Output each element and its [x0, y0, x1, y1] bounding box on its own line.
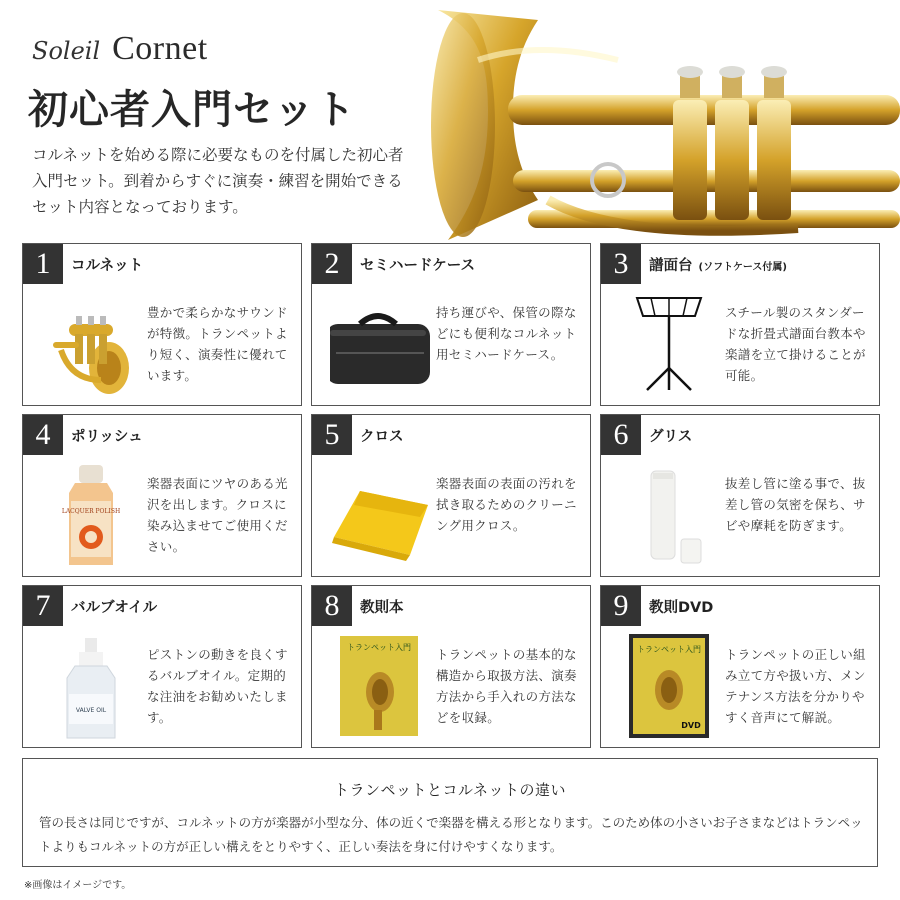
book-label: トランペット入門: [347, 643, 411, 652]
polish-bottle-icon: [41, 461, 141, 569]
cornet-hero-image: [418, 0, 900, 250]
item-number: 1: [23, 244, 63, 284]
item-title: セミハードケース: [360, 257, 475, 274]
brand-logo: [32, 30, 208, 70]
item-number: 6: [601, 415, 641, 455]
case-icon: [330, 290, 430, 398]
item-card-case: [311, 243, 591, 406]
polish-label: LACQUER POLISH: [61, 508, 121, 515]
item-number: 5: [312, 415, 352, 455]
item-description: 持ち運びや、保管の際などにも便利なコルネット用セミハードケース。: [436, 305, 577, 362]
item-number: 2: [312, 244, 352, 284]
brand-name: Cornet: [112, 30, 208, 67]
item-description: 楽器表面の表面の汚れを拭き取るためのクリーニング用クロス。: [436, 476, 577, 533]
item-number: 8: [312, 586, 352, 626]
item-card-grease: [600, 414, 880, 577]
item-description: トランペットの基本的な構造から取扱方法、演奏方法から手入れの方法などを収録。: [436, 647, 577, 725]
intro-text: コルネットを始める際に必要なものを付属した初心者入門セット。到着からすぐに演奏・練習を開始できるセット内容となっております。: [32, 146, 404, 216]
music-stand-icon: [619, 290, 719, 398]
item-card-book: [311, 585, 591, 748]
item-number: 3: [601, 244, 641, 284]
item-description: スチール製のスタンダードな折畳式譜面台教本や楽譜を立て掛けることが可能。: [725, 305, 866, 383]
item-description: 楽器表面にツヤのある光沢を出します。クロスに染み込ませてご使用ください。: [147, 476, 288, 554]
item-card-cloth: [311, 414, 591, 577]
item-title: バルブオイル: [71, 599, 158, 616]
item-card-dvd: [600, 585, 880, 748]
item-title: グリス: [649, 428, 693, 445]
book-icon: [330, 632, 430, 740]
item-card-valve-oil: [22, 585, 302, 748]
dvd-icon: [619, 632, 719, 740]
page-title: 初心者入門セット: [28, 87, 356, 133]
brand-script: Soleil: [32, 37, 101, 65]
item-number: 9: [601, 586, 641, 626]
item-number: 7: [23, 586, 63, 626]
cornet-icon: [41, 290, 141, 398]
item-title: 教則DVD: [649, 599, 714, 616]
cloth-icon: [330, 461, 430, 569]
item-title: コルネット: [71, 257, 144, 274]
item-description: 抜差し管に塗る事で、抜差し管の気密を保ち、サビや摩耗を防ぎます。: [725, 476, 866, 533]
valve-oil-label: VALVE OIL: [75, 707, 107, 714]
item-card-polish: [22, 414, 302, 577]
item-description: トランペットの正しい組み立て方や扱い方、メンテナンス方法を分かりやすく音声にて解説。: [725, 647, 866, 725]
difference-title: トランペットとコルネットの違い: [333, 781, 567, 799]
item-title: 譜面台 (ソフトケース付属): [649, 257, 787, 274]
item-description: ピストンの動きを良くするバルブオイル。定期的な注油をお勧めいたします。: [147, 647, 288, 725]
item-card-cornet: [22, 243, 302, 406]
item-title: クロス: [360, 428, 404, 445]
dvd-label: トランペット入門: [637, 645, 701, 654]
item-subtitle: (ソフトケース付属): [698, 261, 787, 273]
item-number: 4: [23, 415, 63, 455]
difference-text: 管の長さは同じですが、コルネットの方が楽器が小型な分、体の近くで楽器を構える形となります。このため体の小さいお子さまなどはトランペットよりもコルネットの方が正しい構えをとりやすく、正しい奏法を身に付けやすくなります。: [39, 815, 863, 854]
difference-box: [22, 758, 878, 867]
item-card-music-stand: [600, 243, 880, 406]
item-description: 豊かで柔らかなサウンドが特徴。トランペットより短く、演奏性に優れています。: [147, 305, 288, 383]
dvd-mark: DVD: [681, 721, 701, 730]
valve-oil-icon: [41, 632, 141, 740]
image-note: ※画像はイメージです。: [24, 880, 132, 891]
grease-icon: [619, 461, 719, 569]
item-title: 教則本: [360, 599, 404, 616]
item-title: ポリッシュ: [71, 428, 143, 445]
